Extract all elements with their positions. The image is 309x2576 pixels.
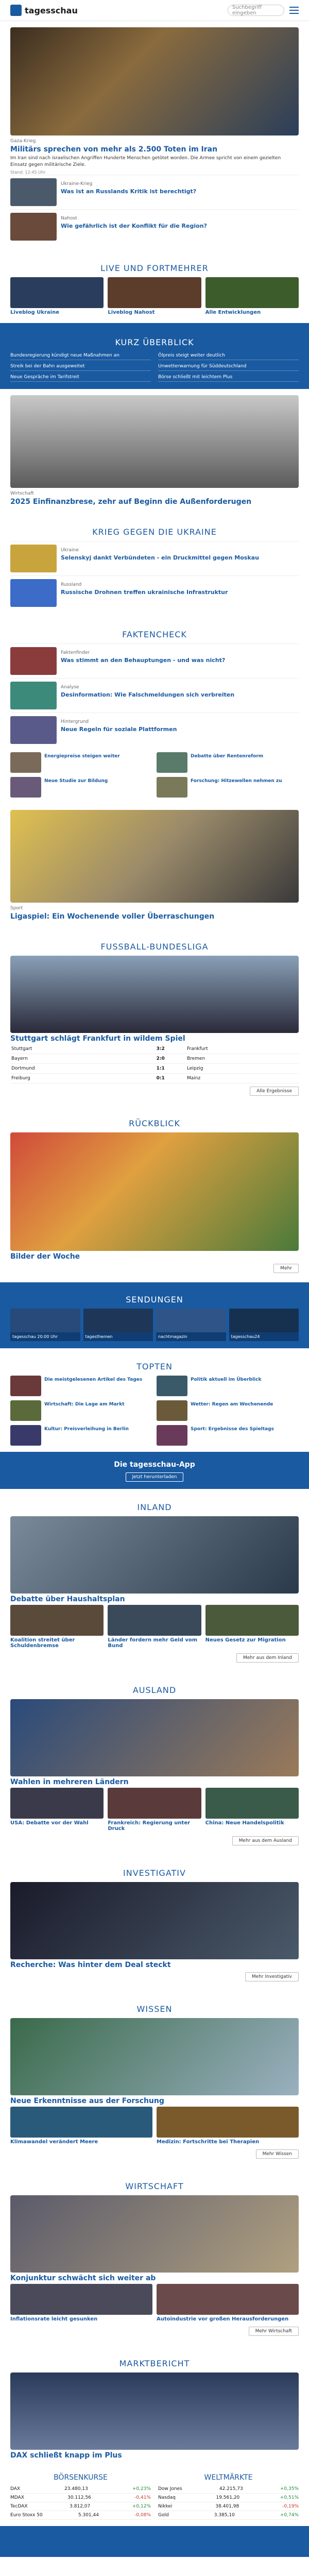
kicker: Russland <box>61 582 82 588</box>
headline[interactable]: Forschung: Hitzewellen nehmen zu <box>191 778 282 784</box>
headline[interactable]: Konjunktur schwächt sich weiter ab <box>10 2274 156 2283</box>
thumbnail <box>157 752 187 773</box>
hero-kicker: Gaza-Krieg <box>10 139 36 144</box>
index-value: 30.112,56 <box>67 2495 91 2501</box>
index-value: 3.385,10 <box>214 2513 235 2518</box>
score: 3:2 <box>135 1044 186 1054</box>
thumbnail <box>10 545 57 572</box>
search-input[interactable]: Suchbegriff eingeben <box>228 5 284 16</box>
table-row[interactable] <box>10 1054 299 1064</box>
headline[interactable]: Liveblog Nahost <box>108 310 155 316</box>
index-change: +0,74% <box>280 2513 299 2518</box>
show-title: tagesschau 20:00 Uhr <box>12 1334 58 1340</box>
gallery-image[interactable] <box>10 1132 299 1251</box>
index-change: +0,51% <box>280 2495 299 2501</box>
table-row[interactable] <box>158 2502 299 2511</box>
thumbnail <box>156 1309 226 1332</box>
index-name: Euro Stoxx 50 <box>10 2513 43 2518</box>
thumbnail <box>10 682 57 709</box>
index-change: +0,12% <box>132 2504 151 2510</box>
section-title: KRIEG GEGEN DIE UKRAINE <box>92 527 217 537</box>
index-change: +0,35% <box>280 2486 299 2492</box>
thumbnail <box>205 1605 299 1636</box>
index-value: 23.480,13 <box>64 2486 88 2492</box>
thumbnail <box>10 213 57 241</box>
hero-meta: Stand: 12:45 Uhr <box>10 170 46 175</box>
thumbnail <box>157 777 187 798</box>
headline[interactable]: Stuttgart schlägt Frankfurt in wildem Spiel <box>10 1035 185 1043</box>
headline[interactable]: Was ist an Russlands Kritik ist berechtigt? <box>61 188 197 195</box>
headline[interactable]: Neue Erkenntnisse aus der Forschung <box>10 2097 164 2106</box>
table-row[interactable] <box>10 1064 299 1074</box>
kurz-item[interactable]: Bundesregierung kündigt neue Maßnahmen an <box>10 351 151 360</box>
headline[interactable]: Neues Gesetz zur Migration <box>205 1637 286 1643</box>
card[interactable] <box>10 2284 152 2324</box>
index-name: Gold <box>158 2513 169 2518</box>
thumbnail <box>10 579 57 607</box>
list-item[interactable] <box>10 713 299 747</box>
headline[interactable]: Desinformation: Wie Falschmeldungen sich verbreiten <box>61 691 235 699</box>
hero-image[interactable] <box>10 27 299 135</box>
market-data <box>0 2467 309 2526</box>
headline[interactable]: Klimawandel verändert Meere <box>10 2139 98 2145</box>
kurz-item[interactable]: Börse schließt mit leichtem Plus <box>158 373 299 382</box>
story-image[interactable] <box>10 2372 299 2450</box>
grid-item[interactable] <box>10 777 152 798</box>
marktbericht-section <box>0 2345 309 2467</box>
show-card[interactable] <box>156 1309 226 1341</box>
headline[interactable]: Die meistgelesenen Artikel des Tages <box>44 1377 143 1383</box>
kurz-item[interactable]: Ölpreis steigt weiter deutlich <box>158 351 299 360</box>
section-title: FUSSBALL-BUNDESLIGA <box>100 942 209 952</box>
headline[interactable]: Koalition streitet über Schuldenbremse <box>10 1637 75 1649</box>
card[interactable] <box>157 2284 299 2324</box>
investigativ-section <box>0 1855 309 1991</box>
sendungen-section <box>0 1282 309 1348</box>
app-promo <box>0 1452 309 1489</box>
site-logo[interactable] <box>10 5 78 16</box>
story-image[interactable] <box>10 395 299 488</box>
thumbnail <box>10 1605 104 1636</box>
index-change: -0,41% <box>134 2495 151 2501</box>
topten-section <box>0 1348 309 1452</box>
headline[interactable]: Inflationsrate leicht gesunken <box>10 2316 98 2323</box>
home-team: Stuttgart <box>10 1044 135 1054</box>
more-button[interactable]: Mehr aus dem Ausland <box>232 1836 299 1845</box>
wissen-section <box>0 1991 309 2168</box>
score: 1:1 <box>135 1064 186 1074</box>
kicker: Faktenfinder <box>61 650 90 656</box>
more-button[interactable]: Mehr aus dem Inland <box>236 1653 299 1663</box>
index-name: DAX <box>10 2486 21 2492</box>
headline[interactable]: Alle Entwicklungen <box>205 310 261 316</box>
inland-section <box>0 1489 309 1672</box>
card[interactable] <box>108 1788 201 1833</box>
wirtschaft-section <box>0 2168 309 2345</box>
thumbnail <box>10 716 57 744</box>
list-item[interactable] <box>10 209 299 244</box>
kicker: Sport <box>10 906 23 911</box>
index-change: +0,23% <box>132 2486 151 2492</box>
headline[interactable]: Wetter: Regen am Wochenende <box>191 1402 273 1408</box>
list-item[interactable] <box>10 541 299 575</box>
away-team: Mainz <box>186 1074 299 1083</box>
section-title: WISSEN <box>136 2004 173 2014</box>
thumbnail <box>10 277 104 308</box>
headline[interactable]: Sport: Ergebnisse des Spieltags <box>191 1427 274 1432</box>
index-value: 38.401,98 <box>215 2504 239 2510</box>
story-image[interactable] <box>10 1516 299 1594</box>
grid-item[interactable] <box>157 1425 299 1446</box>
thumbnail <box>10 178 57 206</box>
headline[interactable]: Politik aktuell im Überblick <box>191 1377 262 1383</box>
grid-item[interactable] <box>157 777 299 798</box>
index-value: 42.215,73 <box>219 2486 243 2492</box>
headline[interactable]: Wie gefährlich ist der Konflikt für die Region? <box>61 223 207 230</box>
live-card[interactable] <box>205 277 299 317</box>
card[interactable] <box>10 1605 104 1650</box>
boersenkurse <box>10 2473 151 2520</box>
thumbnail <box>205 1788 299 1819</box>
thumbnail <box>108 1788 201 1819</box>
thumbnail <box>10 777 41 798</box>
grid-item[interactable] <box>157 1376 299 1396</box>
kicker: Ukraine <box>61 548 79 553</box>
home-team: Freiburg <box>10 1074 135 1083</box>
headline[interactable]: USA: Debatte vor der Wahl <box>10 1820 89 1826</box>
section-title: RÜCKBLICK <box>129 1118 180 1129</box>
hero-section <box>0 21 309 250</box>
headline[interactable]: Was stimmt an den Behauptungen - und was nicht? <box>61 657 226 664</box>
section-title: INVESTIGATIV <box>123 1868 186 1878</box>
score: 0:1 <box>135 1074 186 1083</box>
story-image[interactable] <box>10 1699 299 1776</box>
index-name: Dow Jones <box>158 2486 182 2492</box>
table-row[interactable] <box>10 1044 299 1054</box>
download-button[interactable]: Jetzt herunterladen <box>126 1472 184 1482</box>
kicker: Hintergrund <box>61 719 89 725</box>
headline[interactable]: Debatte über Haushaltsplan <box>10 1595 125 1604</box>
thumbnail <box>10 1425 41 1446</box>
headline[interactable]: Bilder der Woche <box>10 1252 80 1261</box>
kicker: Nahost <box>61 216 77 222</box>
ausland-section <box>0 1672 309 1855</box>
live-card[interactable] <box>10 277 104 317</box>
menu-icon[interactable] <box>289 7 299 14</box>
more-button[interactable]: Mehr Wissen <box>256 2149 299 2159</box>
results-table <box>10 1044 299 1083</box>
logo-icon <box>10 5 22 16</box>
table-row[interactable] <box>158 2485 299 2494</box>
rueckblick-section <box>0 1105 309 1282</box>
section-title: TOPTEN <box>136 1362 173 1372</box>
show-title: nachtmagazin <box>158 1334 187 1340</box>
grid-item[interactable] <box>10 752 152 773</box>
story-image[interactable] <box>10 1882 299 1959</box>
away-team: Bremen <box>186 1054 299 1064</box>
headline[interactable]: Ligaspiel: Ein Wochenende voller Überraschungen <box>10 912 215 921</box>
headline[interactable]: Russische Drohnen treffen ukrainische Infrastruktur <box>61 589 228 596</box>
headline[interactable]: Recherche: Was hinter dem Deal steckt <box>10 1961 171 1970</box>
thumbnail <box>10 1376 41 1396</box>
thumbnail <box>157 1425 187 1446</box>
index-value: 3.812,07 <box>70 2504 91 2510</box>
thumbnail <box>83 1309 153 1332</box>
thumbnail <box>10 2284 152 2315</box>
list-item[interactable] <box>10 175 299 209</box>
card[interactable] <box>205 1788 299 1833</box>
thumbnail <box>10 1788 104 1819</box>
more-button[interactable]: Mehr <box>273 1264 299 1273</box>
kurz-item[interactable]: Unwetterwarnung für Süddeutschland <box>158 362 299 371</box>
kurz-section <box>0 323 309 389</box>
more-button[interactable]: Mehr Investigativ <box>245 1972 299 1981</box>
card[interactable] <box>157 2107 299 2146</box>
index-value: 5.301,44 <box>78 2513 99 2518</box>
headline[interactable]: Energiepreise steigen weiter <box>44 754 120 759</box>
home-team: Bayern <box>10 1054 135 1064</box>
index-change: -0,08% <box>134 2513 151 2518</box>
thumbnail <box>108 277 201 308</box>
hero-teaser: Im Iran sind nach israelischen Angriffen Hunderte Menschen getötet worden. Die Armee spricht von einem gezielten Einsatz gegen militärische Ziele. <box>10 156 281 167</box>
index-name: TecDAX <box>10 2504 28 2510</box>
story-image[interactable] <box>10 810 299 903</box>
section-title: KURZ ÜBERBLICK <box>115 337 194 348</box>
section-title: INLAND <box>137 1502 172 1513</box>
grid-item[interactable] <box>157 1400 299 1421</box>
story-image[interactable] <box>10 2018 299 2095</box>
card[interactable] <box>10 1788 104 1833</box>
index-change: -0,19% <box>282 2504 299 2510</box>
headline[interactable]: Kultur: Preisverleihung in Berlin <box>44 1427 129 1432</box>
thumbnail <box>10 1400 41 1421</box>
grid-item[interactable] <box>10 1376 152 1396</box>
kicker: Wirtschaft <box>10 491 34 497</box>
more-button[interactable]: Mehr Wirtschaft <box>249 2327 299 2336</box>
table-row[interactable] <box>158 2494 299 2502</box>
thumbnail <box>205 277 299 308</box>
thumbnail <box>108 1605 201 1636</box>
section-title: SENDUNGEN <box>126 1295 183 1305</box>
show-card[interactable] <box>10 1309 80 1341</box>
site-footer <box>0 2526 309 2557</box>
list-item[interactable] <box>10 678 299 713</box>
live-card[interactable] <box>108 277 201 317</box>
index-name: MDAX <box>10 2495 24 2501</box>
headline[interactable]: Selenskyj dankt Verbündeten - ein Druckmittel gegen Moskau <box>61 554 259 562</box>
grid-item[interactable] <box>157 752 299 773</box>
live-section <box>0 250 309 323</box>
ukraine-section <box>0 514 309 616</box>
big-story <box>0 389 309 514</box>
thumbnail <box>157 1376 187 1396</box>
kicker: Ukraine-Krieg <box>61 181 93 187</box>
index-name: Nikkei <box>158 2504 173 2510</box>
headline[interactable]: Frankreich: Regierung unter Druck <box>108 1820 191 1832</box>
show-card[interactable] <box>83 1309 153 1341</box>
logo-text: tagesschau <box>25 5 78 15</box>
card[interactable] <box>108 1605 201 1650</box>
headline[interactable]: Neue Studie zur Bildung <box>44 778 108 784</box>
headline[interactable]: China: Neue Handelspolitik <box>205 1820 284 1826</box>
headline[interactable]: Neue Regeln für soziale Plattformen <box>61 726 177 733</box>
thumbnail <box>10 2107 152 2138</box>
headline[interactable]: Wahlen in mehreren Ländern <box>10 1778 129 1787</box>
index-value: 19.561,20 <box>216 2495 240 2501</box>
thumbnail <box>10 647 57 675</box>
thumbnail <box>10 752 41 773</box>
kurz-item[interactable]: Neue Gespräche im Tarifstreit <box>10 373 151 382</box>
show-title: tagesschau24 <box>231 1334 260 1340</box>
headline[interactable]: Liveblog Ukraine <box>10 310 59 316</box>
section-title: FAKTENCHECK <box>122 630 187 640</box>
table-row[interactable] <box>10 1074 299 1083</box>
score: 2:0 <box>135 1054 186 1064</box>
weltmaerkte <box>158 2473 299 2520</box>
promo-headline: Die tagesschau-App <box>114 1461 195 1469</box>
card[interactable] <box>10 2107 152 2146</box>
more-results-button[interactable]: Alle Ergebnisse <box>250 1087 299 1096</box>
index-name: Nasdaq <box>158 2495 176 2501</box>
story-image[interactable] <box>10 956 299 1033</box>
section-title: WELTMÄRKTE <box>204 2473 253 2482</box>
sport-story <box>0 804 309 928</box>
thumbnail <box>157 2107 299 2138</box>
thumbnail <box>10 1309 80 1332</box>
away-team: Frankfurt <box>186 1044 299 1054</box>
table-row[interactable] <box>10 2485 151 2494</box>
headline[interactable]: Debatte über Rentenreform <box>191 754 264 759</box>
headline[interactable]: Medizin: Fortschritte bei Therapien <box>157 2139 260 2145</box>
headline[interactable]: Autoindustrie vor großen Herausforderungen <box>157 2316 289 2323</box>
site-header <box>0 0 309 21</box>
section-title: LIVE UND FORTMEHRER <box>100 263 209 274</box>
thumbnail <box>157 1400 187 1421</box>
headline[interactable]: 2025 Einfinanzbrese, zehr auf Beginn die Außenforderugen <box>10 498 252 506</box>
headline[interactable]: DAX schließt knapp im Plus <box>10 2451 122 2460</box>
story-image[interactable] <box>10 2195 299 2273</box>
headline[interactable]: Wirtschaft: Die Lage am Markt <box>44 1402 125 1408</box>
faktencheck-section <box>0 616 309 804</box>
section-title: MARKTBERICHT <box>119 2359 190 2369</box>
grid-item[interactable] <box>10 1400 152 1421</box>
table-row[interactable] <box>10 2502 151 2511</box>
show-card[interactable] <box>229 1309 299 1341</box>
list-item[interactable] <box>10 575 299 610</box>
section-title: AUSLAND <box>132 1685 177 1696</box>
thumbnail <box>157 2284 299 2315</box>
away-team: Leipzig <box>186 1064 299 1074</box>
kurz-item[interactable]: Streik bei der Bahn ausgeweitet <box>10 362 151 371</box>
show-title: tagesthemen <box>85 1334 113 1340</box>
list-item[interactable] <box>10 643 299 678</box>
hero-headline[interactable]: Militärs sprechen von mehr als 2.500 Toten im Iran <box>10 145 218 154</box>
card[interactable] <box>205 1605 299 1650</box>
bundesliga-section <box>0 928 309 1105</box>
home-team: Dortmund <box>10 1064 135 1074</box>
headline[interactable]: Länder fordern mehr Geld vom Bund <box>108 1637 198 1649</box>
grid-item[interactable] <box>10 1425 152 1446</box>
section-title: BÖRSENKURSE <box>54 2473 108 2482</box>
table-row[interactable] <box>10 2494 151 2502</box>
thumbnail <box>229 1309 299 1332</box>
kicker: Analyse <box>61 685 79 690</box>
section-title: WIRTSCHAFT <box>125 2181 184 2192</box>
table-row[interactable] <box>158 2511 299 2520</box>
table-row[interactable] <box>10 2511 151 2520</box>
